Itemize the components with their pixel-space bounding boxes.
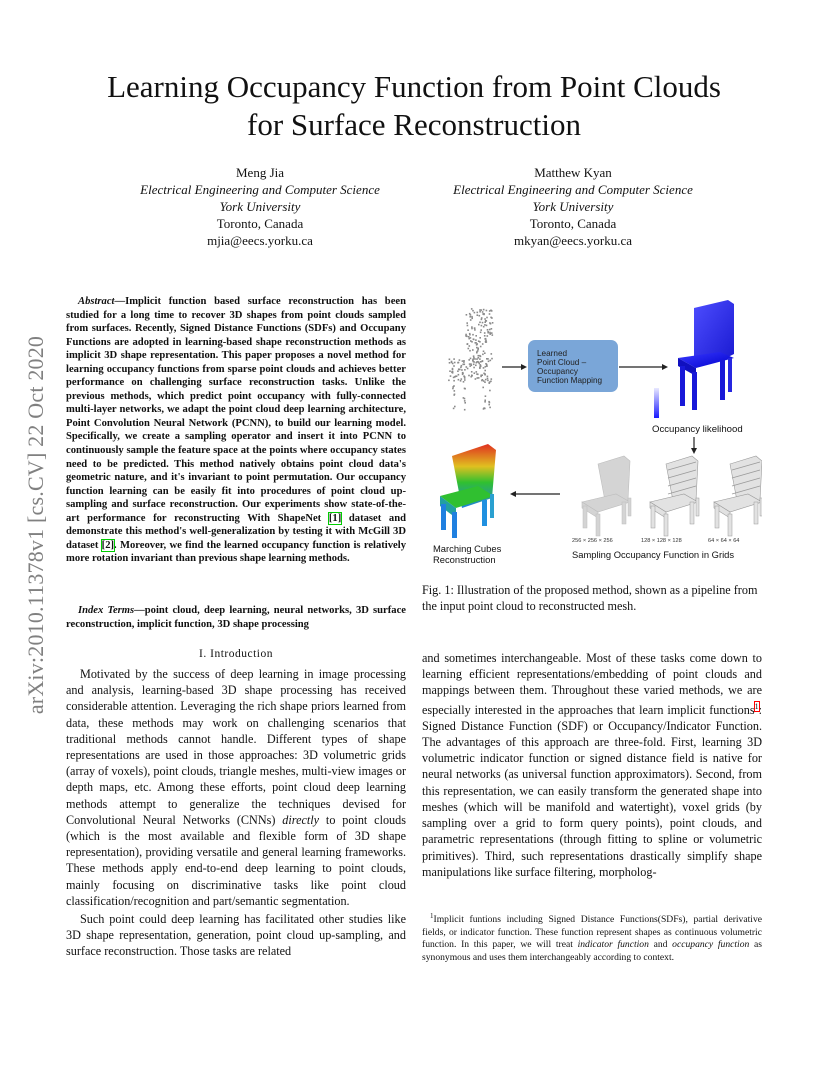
author-email: mkyan@eecs.yorku.ca [513, 233, 633, 248]
citation-link-1[interactable]: [1] [328, 512, 342, 524]
point-cloud-point [484, 318, 486, 320]
point-cloud-point [452, 372, 454, 374]
point-cloud-point [484, 335, 486, 337]
point-cloud-point [486, 325, 488, 327]
point-cloud-point [482, 360, 484, 362]
point-cloud-point [485, 395, 487, 397]
sampled-chair [582, 456, 631, 536]
point-cloud-point [472, 349, 474, 351]
point-cloud-point [482, 343, 484, 345]
point-cloud-point [452, 363, 454, 365]
point-cloud-point [464, 398, 466, 400]
sampled-chair [650, 456, 699, 536]
title-line-1: Learning Occupancy Function from Point Clouds [107, 69, 721, 104]
arxiv-stamp-text: arXiv:2010.11378v1 [cs.CV] 22 Oct 2020 [23, 335, 48, 715]
point-cloud-point [449, 359, 451, 361]
point-cloud-point [479, 341, 481, 343]
point-cloud-point [480, 332, 482, 334]
point-cloud-point [490, 317, 492, 319]
point-cloud-point [491, 353, 493, 355]
marching-cubes-label: Marching Cubes Reconstruction [433, 543, 502, 565]
point-cloud-point [468, 348, 470, 350]
point-cloud-point [469, 334, 471, 336]
point-cloud-point [477, 314, 479, 316]
sampled-chair [714, 456, 762, 536]
occupancy-chair [678, 300, 734, 410]
point-cloud-point [475, 378, 477, 380]
point-cloud-point [467, 325, 469, 327]
point-cloud-point [470, 340, 472, 342]
point-cloud-point [489, 329, 491, 331]
point-cloud-point [486, 317, 488, 319]
footnote-text-c: as synonymous and uses them interchangeably according to context. [422, 939, 763, 963]
point-cloud-point [478, 324, 480, 326]
point-cloud-point [452, 369, 454, 371]
reconstructed-mesh-chair [440, 444, 496, 538]
point-cloud-point [489, 310, 491, 312]
point-cloud-point [485, 340, 487, 342]
point-cloud-point [474, 372, 476, 374]
intro-right-text-b: : Signed Distance Function (SDF) or Occupancy/Indicator Function. The advantages of this approach are three-fold. First, learning 3D volumetric indicator function or signed distance field is native for neural networks (as universal function approximators). Second, from this representation, we can easily transform the generated shape into meshes (which will be manifold and watertight), voxel grids (by sampling over a grid to form query points), point clouds, and parametric representations (through fitting to spline or volumetric primitives). Third, such representations drastically simplify shape manipulations like surface filtering, morpholog- [422, 702, 762, 879]
point-cloud-point [482, 311, 484, 313]
point-cloud-point [464, 388, 466, 390]
point-cloud-point [478, 377, 480, 379]
point-cloud-point [471, 326, 473, 328]
citation-link-2[interactable]: [2] [101, 539, 115, 551]
point-cloud-point [490, 323, 492, 325]
point-cloud-point [466, 336, 468, 338]
point-cloud-point [474, 329, 476, 331]
point-cloud-point [479, 315, 481, 317]
point-cloud-point [487, 329, 489, 331]
point-cloud-point [476, 371, 478, 373]
point-cloud-point [469, 345, 471, 347]
point-cloud-point [454, 390, 456, 392]
author-block-2 [422, 164, 724, 249]
arrow-right-icon [502, 364, 527, 370]
point-cloud-point [448, 380, 450, 382]
index-terms [66, 604, 406, 631]
point-cloud-point [484, 352, 486, 354]
point-cloud-point [480, 329, 482, 331]
point-cloud-point [466, 322, 468, 324]
point-cloud-point [467, 329, 469, 331]
arxiv-identifier-stamp [24, 290, 48, 760]
point-cloud-point [481, 319, 483, 321]
point-cloud-point [458, 374, 460, 376]
footnote-text-b: and [648, 939, 673, 951]
point-cloud-point [479, 311, 481, 313]
point-cloud-point [487, 332, 489, 334]
point-cloud-point [474, 312, 476, 314]
point-cloud-point [487, 358, 489, 360]
point-cloud-point [469, 350, 471, 352]
point-cloud-point [466, 366, 468, 368]
point-cloud-point [450, 375, 452, 377]
point-cloud-point [452, 386, 454, 388]
point-cloud-point [461, 378, 463, 380]
point-cloud-point [476, 347, 478, 349]
point-cloud-point [475, 335, 477, 337]
point-cloud-point [454, 394, 456, 396]
point-cloud-point [482, 354, 484, 356]
point-cloud-point [449, 362, 451, 364]
point-cloud-point [484, 401, 486, 403]
point-cloud-point [473, 361, 475, 363]
point-cloud-point [471, 316, 473, 318]
arrow-down-icon [691, 437, 697, 454]
point-cloud-point [468, 336, 470, 338]
point-cloud-point [483, 367, 485, 369]
footnote-text-a: Implicit funtions including Signed Distance Functions(SDFs), partial derivative fields, or indicator function. These function represent shapes as continuous volumetric function. In this paper, we will treat [422, 914, 762, 951]
point-cloud-point [478, 355, 480, 357]
intro-paragraph-1 [66, 666, 406, 909]
point-cloud-point [464, 402, 466, 404]
abstract-label: Abstract [78, 296, 115, 307]
point-cloud-point [483, 309, 485, 311]
point-cloud-point [471, 371, 473, 373]
point-cloud-point [479, 337, 481, 339]
point-cloud-point [492, 334, 494, 336]
point-cloud-point [457, 370, 459, 372]
point-cloud-point [468, 375, 470, 377]
point-cloud-point [468, 359, 470, 361]
footnote-emphasis-2: occupancy function [672, 939, 750, 951]
point-cloud-point [464, 369, 466, 371]
point-cloud-point [458, 379, 460, 381]
point-cloud-point [453, 408, 455, 410]
point-cloud-point [463, 381, 465, 383]
point-cloud-point [465, 334, 467, 336]
section-heading-introduction: I. Introduction [199, 648, 273, 660]
point-cloud-point [488, 404, 490, 406]
point-cloud-point [491, 332, 493, 334]
point-cloud-point [476, 344, 478, 346]
point-cloud-point [484, 408, 486, 410]
point-cloud-point [486, 365, 488, 367]
point-cloud-point [456, 375, 458, 377]
author-city: Toronto, Canada [529, 216, 617, 231]
point-cloud-point [481, 317, 483, 319]
point-cloud-point [483, 326, 485, 328]
point-cloud-point [476, 352, 478, 354]
point-cloud-point [479, 358, 481, 360]
abstract-text-c: . Moreover, we find the learned occupancy function is relatively more rotation invariant than previous shape learning methods. [66, 539, 406, 565]
figure-1-caption: Fig. 1: Illustration of the proposed method, shown as a pipeline from the input point cloud to reconstructed mesh. [422, 583, 758, 614]
point-cloud-point [474, 328, 476, 330]
author-email: mjia@eecs.yorku.ca [207, 233, 313, 248]
point-cloud-point [464, 376, 466, 378]
intro-right-text-a: and sometimes interchangeable. Most of these tasks come down to learning efficient representations/embedding of point clouds and mappings between them. Throughout these varied methods, we are especially interested in the approaches that learn implicit functions [422, 651, 762, 717]
point-cloud-point [470, 358, 472, 360]
point-cloud-point [475, 339, 477, 341]
intro-right-column [422, 650, 762, 880]
occupancy-likelihood-label: Occupancy likelihood [652, 424, 743, 435]
point-cloud-point [473, 339, 475, 341]
point-cloud-point [466, 314, 468, 316]
point-cloud-point [472, 359, 474, 361]
point-cloud-point [489, 407, 491, 409]
point-cloud-point [471, 365, 473, 367]
paper-title [60, 68, 768, 144]
point-cloud-point [472, 334, 474, 336]
point-cloud-point [470, 314, 472, 316]
point-cloud-point [474, 358, 476, 360]
point-cloud-point [473, 364, 475, 366]
point-cloud-point [479, 355, 481, 357]
intro-left-column [66, 666, 406, 960]
point-cloud-point [459, 359, 461, 361]
abstract [66, 295, 406, 566]
point-cloud-point [480, 366, 482, 368]
point-cloud-point [463, 361, 465, 363]
footnote-emphasis-1: indicator function [577, 939, 649, 951]
point-cloud-point [460, 367, 462, 369]
mapping-box-label: Learned Point Cloud – Occupancy Function Mapping [537, 349, 603, 385]
point-cloud-point [473, 367, 475, 369]
point-cloud-point [479, 322, 481, 324]
intro-p1-text-b: to point clouds (which is the most available and flexible form of 3D shape representation), providing versatile and general learning frameworks. These methods apply end-to-end deep learning to point clouds, mainly focusing on discriminative tasks like point cloud classification/recognition and part/semantic segmentation. [66, 812, 406, 908]
point-cloud-point [489, 402, 491, 404]
point-cloud-point [467, 368, 469, 370]
point-cloud-point [484, 338, 486, 340]
point-cloud-point [478, 363, 480, 365]
sampling-label: Sampling Occupancy Function in Grids [572, 549, 735, 560]
point-cloud-point [454, 376, 456, 378]
point-cloud-point [461, 369, 463, 371]
point-cloud-point [480, 361, 482, 363]
point-cloud-point [480, 346, 482, 348]
point-cloud-point [469, 316, 471, 318]
point-cloud-point [481, 325, 483, 327]
point-cloud-point [483, 380, 485, 382]
point-cloud-point [475, 342, 477, 344]
point-cloud-point [472, 310, 474, 312]
index-terms-label: Index Terms [78, 605, 135, 616]
point-cloud-point [471, 375, 473, 377]
point-cloud-point [453, 358, 455, 360]
point-cloud-point [490, 360, 492, 362]
point-cloud-point [483, 351, 485, 353]
point-cloud-point [489, 333, 491, 335]
author-department: Electrical Engineering and Computer Science [140, 182, 380, 197]
point-cloud-point [454, 406, 456, 408]
point-cloud-point [464, 379, 466, 381]
point-cloud-point [491, 358, 493, 360]
point-cloud-point [468, 338, 470, 340]
point-cloud-point [491, 328, 493, 330]
point-cloud-point [483, 313, 485, 315]
point-cloud-point [484, 332, 486, 334]
point-cloud-point [477, 377, 479, 379]
point-cloud-point [473, 355, 475, 357]
point-cloud-point [477, 348, 479, 350]
point-cloud-point [482, 322, 484, 324]
point-cloud-point [487, 380, 489, 382]
intro-p1-text-a: Motivated by the success of deep learning in image processing and analysis, learning-based 3D shape processing has received considerable attention. Leveraging the rich shape priors learned from data, these methods may work on challenging scenarios that traditional methods cannot handle. Different types of shape representations are used in those approaches: 3D volumetric grids (array of voxels), point clouds, triangle meshes, multi-view images or depth maps, etc. Among these efforts, point cloud deep learning methods attempt to generalize the techniques devised for Convolutional Neural Networks (CNNs) [66, 667, 406, 827]
index-terms-text: —point cloud, deep learning, neural networks, 3D surface reconstruction, implicit function, 3D shape processing [66, 605, 406, 630]
point-cloud-point [477, 312, 479, 314]
point-cloud-point [486, 341, 488, 343]
arrow-right-icon [619, 364, 668, 370]
point-cloud-point [470, 319, 472, 321]
point-cloud-point [487, 378, 489, 380]
author-university: York University [532, 199, 614, 214]
point-cloud-point [451, 361, 453, 363]
point-cloud-point [452, 388, 454, 390]
point-cloud-point [469, 363, 471, 365]
point-cloud-point [471, 328, 473, 330]
point-cloud-point [454, 362, 456, 364]
point-cloud-point [490, 381, 492, 383]
point-cloud-point [464, 409, 466, 411]
point-cloud-point [479, 364, 481, 366]
point-cloud-point [485, 379, 487, 381]
intro-p1-emphasis: directly [282, 812, 320, 827]
point-cloud-point [461, 365, 463, 367]
point-cloud-point [487, 376, 489, 378]
abstract-text-b: dataset and demonstrate this method's well-generalization by testing it with McGill 3D dataset [66, 512, 406, 551]
point-cloud-point [484, 374, 486, 376]
grid-label-256: 256 × 256 × 256 [572, 538, 613, 544]
point-cloud-point [458, 362, 460, 364]
point-cloud-point [460, 380, 462, 382]
author-name: Meng Jia [235, 165, 285, 180]
point-cloud-point [462, 364, 464, 366]
point-cloud-point [476, 362, 478, 364]
point-cloud-point [449, 370, 451, 372]
point-cloud-point [489, 313, 491, 315]
point-cloud-point [471, 318, 473, 320]
title-line-2: for Surface Reconstruction [247, 107, 581, 142]
arrow-left-icon [510, 491, 560, 497]
point-cloud-point [485, 363, 487, 365]
point-cloud-point [487, 335, 489, 337]
point-cloud-point [488, 361, 490, 363]
point-cloud-point [453, 365, 455, 367]
footnote-mark: 1 [430, 912, 434, 920]
occupancy-likelihood-bar [654, 388, 659, 418]
author-city: Toronto, Canada [216, 216, 304, 231]
point-cloud-point [462, 373, 464, 375]
footnote-1 [422, 910, 762, 965]
author-name: Matthew Kyan [534, 165, 612, 180]
pipeline-illustration [422, 296, 762, 574]
point-cloud-point [491, 378, 493, 380]
sampled-grid-chairs [582, 456, 762, 536]
point-cloud-point [458, 369, 460, 371]
author-university: York University [219, 199, 301, 214]
point-cloud-point [486, 310, 488, 312]
input-point-cloud [448, 308, 493, 410]
point-cloud-point [489, 390, 491, 392]
point-cloud-point [485, 366, 487, 368]
point-cloud-point [492, 322, 494, 324]
abstract-text-a: —Implicit function based surface reconstruction has been studied for a long time to recover 3D shapes from point clouds sampled from surfaces. Recently, Signed Distance Functions (SDFs) and Occupany Functions are adopted in learning-based shape reconstruction methods as implicit 3D shape representation. This paper proposes a novel method for learning occupancy functions from sparse point clouds and achieves better performance on challenging surface reconstruction tasks. Unlike the previous methods, which predict point occupancy with fully-connected multi-layer networks, we adapt the point cloud deep learning architecture, Point Convolution Neural Network (PCNN), to build our learning model. Specifically, we create a sampling operator and insert it into PCNN to continuously sample the feature space at the points where occupancy states need to be predicted. This method natively obtains point cloud data's geometric nature, and it's invariant to point permutation. Our occupancy function learning can be easily fit into procedures of point cloud up-sampling and surface reconstruction. Our experiments show state-of-the-art performance for reconstructing With ShapeNet [66, 296, 406, 524]
figure-1-pipeline [422, 296, 762, 574]
point-cloud-point [480, 376, 482, 378]
intro-right-paragraph [422, 650, 762, 880]
point-cloud-point [484, 400, 486, 402]
point-cloud-point [462, 360, 464, 362]
grid-label-64: 64 × 64 × 64 [708, 538, 740, 544]
author-department: Electrical Engineering and Computer Science [453, 182, 693, 197]
point-cloud-point [464, 400, 466, 402]
point-cloud-point [484, 324, 486, 326]
point-cloud-point [453, 380, 455, 382]
point-cloud-point [471, 308, 473, 310]
author-block-1 [110, 164, 410, 249]
point-cloud-point [479, 309, 481, 311]
point-cloud-point [484, 370, 486, 372]
footnote-reference-link[interactable]: 1 [754, 701, 759, 711]
point-cloud-point [482, 387, 484, 389]
point-cloud-point [477, 374, 479, 376]
intro-paragraph-2: Such point could deep learning has facilitated other studies like 3D shape representation, generation, point cloud up-sampling, and surface reconstruction. Those tasks are related [66, 912, 406, 959]
grid-label-128: 128 × 128 × 128 [641, 538, 682, 544]
point-cloud-point [476, 358, 478, 360]
point-cloud-point [475, 365, 477, 367]
point-cloud-point [486, 320, 488, 322]
point-cloud-point [470, 376, 472, 378]
point-cloud-point [491, 310, 493, 312]
point-cloud-point [467, 343, 469, 345]
